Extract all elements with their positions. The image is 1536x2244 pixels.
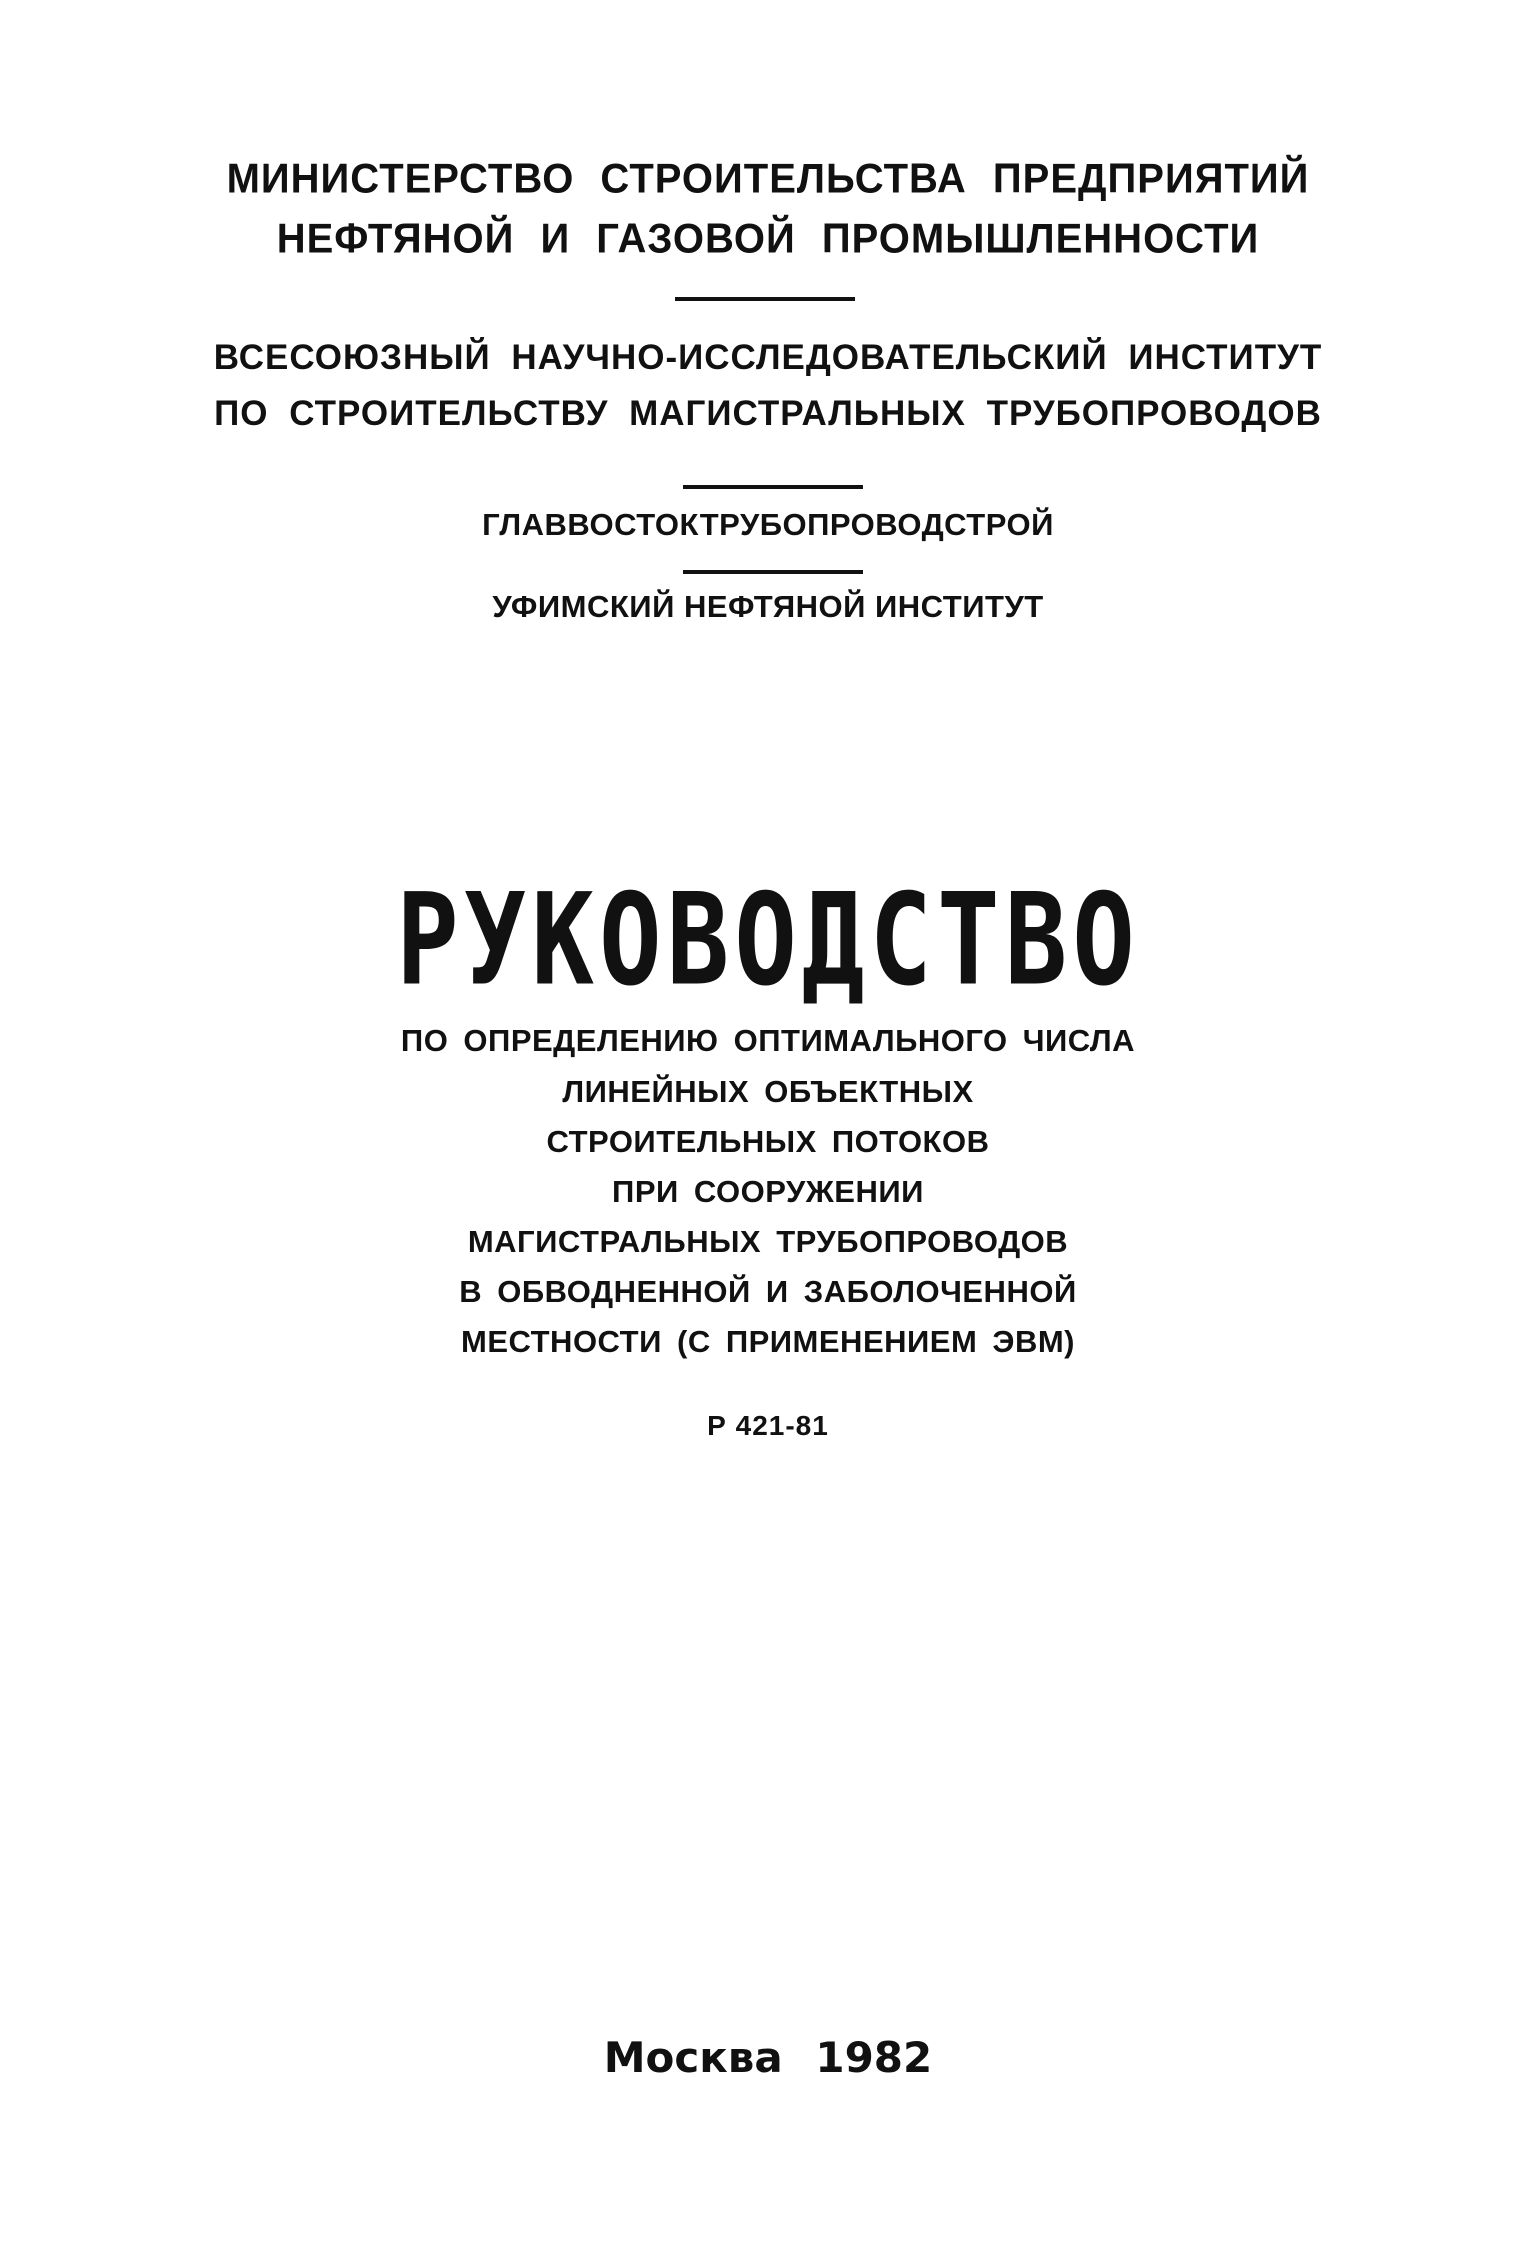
subtitle-line: ПО ОПРЕДЕЛЕНИЮ ОПТИМАЛЬНОГО ЧИСЛА <box>400 1023 1136 1058</box>
document-title: РУКОВОДСТВО <box>396 865 1140 1014</box>
divider-rule <box>683 485 863 489</box>
ministry-line-2: НЕФТЯНОЙ И ГАЗОВОЙ ПРОМЫШЛЕННОСТИ <box>276 215 1260 263</box>
divider-rule <box>683 570 863 574</box>
subtitle-line: МАГИСТРАЛЬНЫХ ТРУБОПРОВОДОВ <box>467 1224 1069 1259</box>
org-line-2: УФИМСКИЙ НЕФТЯНОЙ ИНСТИТУТ <box>492 589 1044 624</box>
place-year-imprint: Москва 1982 <box>603 2033 933 2082</box>
ministry-line-1: МИНИСТЕРСТВО СТРОИТЕЛЬСТВА ПРЕДПРИЯТИЙ <box>226 155 1310 203</box>
subtitle-line: В ОБВОДНЕННОЙ И ЗАБОЛОЧЕННОЙ <box>459 1274 1077 1309</box>
subtitle-line: ПРИ СООРУЖЕНИИ <box>612 1174 924 1209</box>
document-code: Р 421-81 <box>707 1410 829 1441</box>
institute-line-1: ВСЕСОЮЗНЫЙ НАУЧНО-ИССЛЕДОВАТЕЛЬСКИЙ ИНСТИТУТ <box>213 338 1323 377</box>
org-line-1: ГЛАВВОСТОКТРУБОПРОВОДСТРОЙ <box>482 507 1054 542</box>
divider-rule <box>675 297 855 301</box>
subtitle-line: ЛИНЕЙНЫХ ОБЪЕКТНЫХ <box>562 1074 974 1109</box>
subtitle-line: СТРОИТЕЛЬНЫХ ПОТОКОВ <box>546 1124 990 1159</box>
subtitle-line: МЕСТНОСТИ (С ПРИМЕНЕНИЕМ ЭВМ) <box>461 1324 1075 1359</box>
institute-line-2: ПО СТРОИТЕЛЬСТВУ МАГИСТРАЛЬНЫХ ТРУБОПРОВОДОВ <box>214 394 1322 433</box>
